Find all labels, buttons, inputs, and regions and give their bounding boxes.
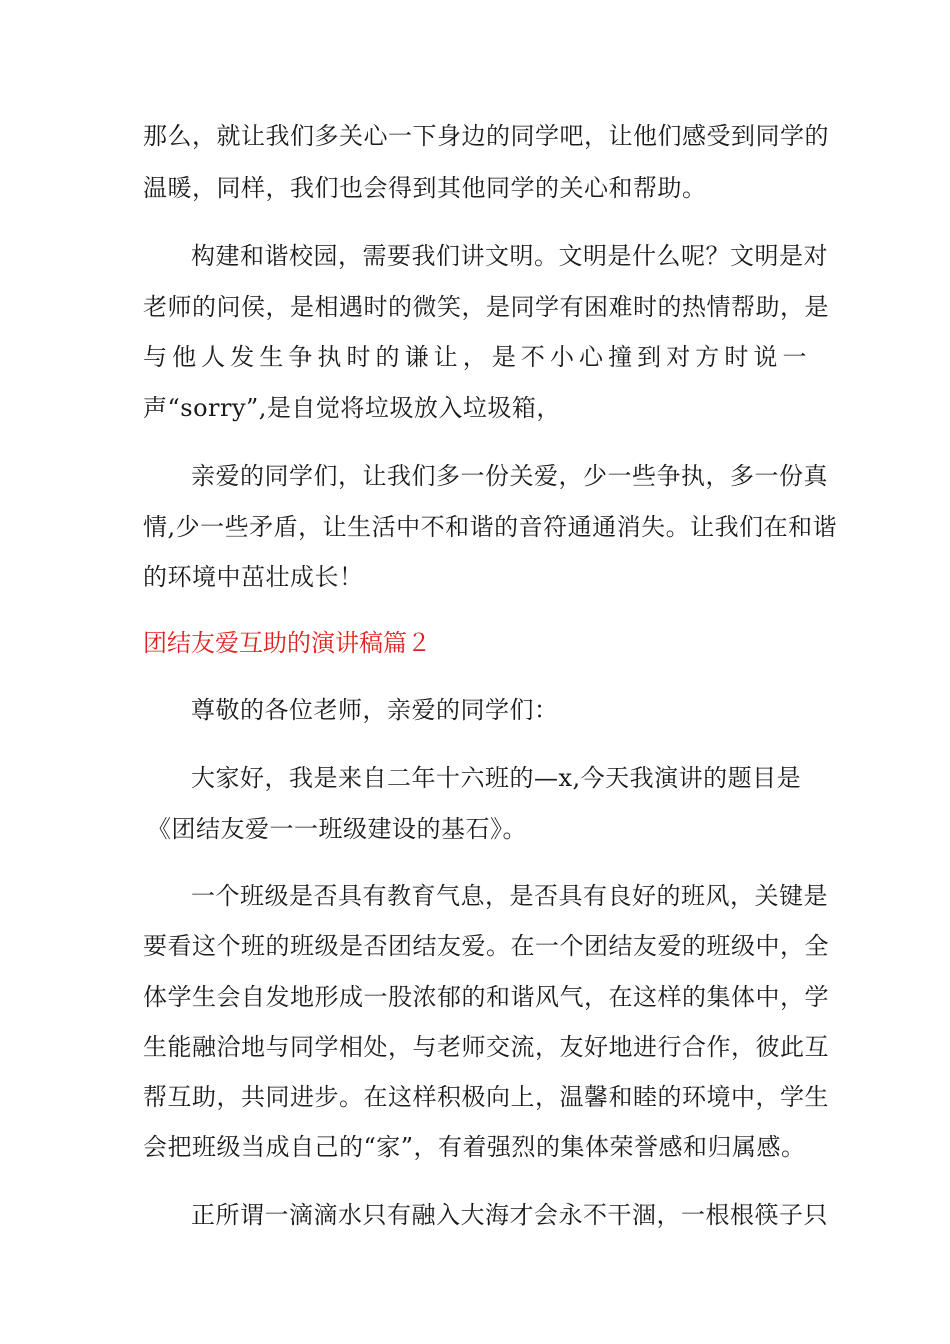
paragraph-3-line-3: 的环境中茁壮成长！ [143,563,364,591]
paragraph-1-line-1: 那么，就让我们多关心一下身边的同学吧，让他们感受到同学的 [143,122,829,150]
closing-paragraph-line-1: 正所谓一滴滴水只有融入大海才会永不干涸，一根根筷子只 [191,1201,828,1229]
paragraph-2-line-2: 老师的问侯，是相遇时的微笑，是同学有困难时的热情帮助，是 [143,293,829,321]
paragraph-2-line-4: 声“sorry”,是自觉将垃圾放入垃圾箱， [143,394,561,422]
body-paragraph-line-1: 一个班级是否具有教育气息，是否具有良好的班风，关键是 [191,882,828,910]
paragraph-1-line-2: 温暖，同样，我们也会得到其他同学的关心和帮助。 [143,174,707,202]
paragraph-3-line-2: 情,少一些矛盾，让生活中不和谐的音符通通消失。让我们在和谐 [143,513,838,541]
intro-line-2: 《团结友爱一一班级建设的基石》。 [147,815,527,843]
paragraph-3-line-1: 亲爱的同学们，让我们多一份关爱，少一些争执，多一份真 [191,462,828,490]
body-paragraph-line-3: 体学生会自发地形成一股浓郁的和谐风气，在这样的集体中，学 [143,983,829,1011]
body-paragraph-line-5: 帮互助，共同进步。在这样积极向上，温馨和睦的环境中，学生 [143,1083,829,1111]
body-paragraph-line-2: 要看这个班的班级是否团结友爱。在一个团结友爱的班级中，全 [143,932,829,960]
greeting-line: 尊敬的各位老师，亲爱的同学们： [191,696,559,724]
paragraph-2-line-1: 构建和谐校园，需要我们讲文明。文明是什么呢？文明是对 [191,242,828,270]
section-heading: 团结友爱互助的演讲稿篇２ [143,629,431,657]
body-paragraph-line-4: 生能融洽地与同学相处，与老师交流，友好地进行合作，彼此互 [143,1033,829,1061]
body-paragraph-line-6: 会把班级当成自己的“家”，有着强烈的集体荣誉感和归属感。 [143,1133,806,1161]
paragraph-2-line-3: 与他人发生争执时的谦让，是不小心撞到对方时说一 [143,343,807,371]
intro-line-1: 大家好，我是来自二年十六班的—x,今天我演讲的题目是 [191,764,802,792]
